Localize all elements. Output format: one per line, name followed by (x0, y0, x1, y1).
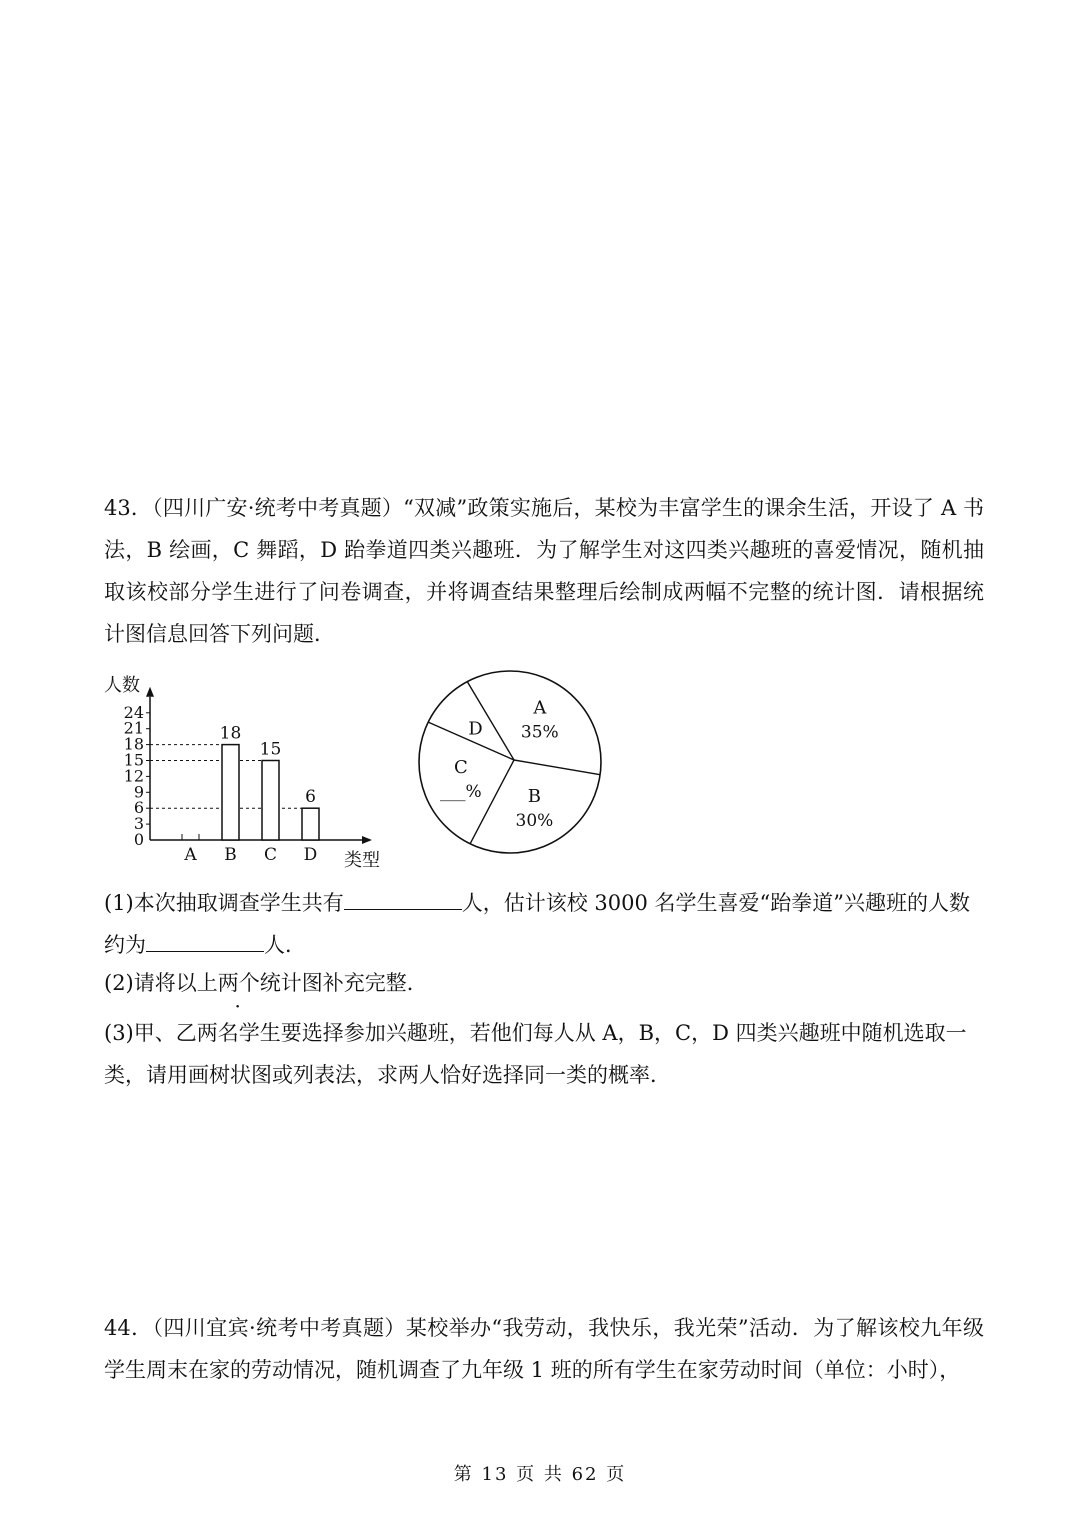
pie-slice-percent: ___% (440, 781, 482, 802)
pie-chart (410, 662, 610, 862)
sub1-part-d: 人． (264, 933, 306, 957)
y-tick-label: 18 (123, 734, 144, 754)
sub1-part-c: 约为 (104, 933, 146, 957)
x-axis-arrow (362, 836, 372, 844)
pie-slice-percent: 35% (520, 722, 559, 743)
y-axis-arrow (146, 687, 154, 697)
answer-blank-total[interactable] (344, 883, 462, 910)
sub1-part-b: 人，估计该校 3000 名学生喜爱“跆拳道”兴趣班的人数 (461, 891, 971, 915)
pie-circle (419, 671, 601, 853)
bar (262, 761, 279, 841)
y-tick-label: 21 (123, 718, 144, 738)
sub1-part-a: (1)本次抽取调查学生共有 (104, 891, 344, 915)
question-43-sub2 (104, 962, 984, 1004)
answer-blank-estimate[interactable] (146, 925, 264, 952)
sub2-part-a: (2)请将以上 (104, 971, 218, 995)
bar-value-label: 15 (259, 739, 282, 760)
question-44-text: 44．（四川宜宾·统考中考真题）某校举办“我劳动，我快乐，我光荣”活动．为了解该校九年级学生周末在家的劳动情况，随机调查了九年级 1 班的所有学生在家劳动时间（单位：小时）， (104, 1316, 984, 1382)
bar-value-label: 6 (305, 787, 316, 808)
y-tick-label: 6 (133, 798, 144, 818)
question-43-sub3: (3)甲、乙两名学生要选择参加兴趣班，若他们每人从 A，B，C，D 四类兴趣班中随机选取一类，请用画树状图或列表法，求两人恰好选择同一类的概率． (104, 1021, 967, 1087)
y-tick-label: 24 (123, 702, 144, 722)
emphasis-dotted-text: 两个 (217, 971, 260, 995)
x-axis-label: 类型 (344, 850, 380, 871)
bar-chart (100, 660, 400, 880)
x-tick-label: A (184, 845, 197, 865)
question-43-sub1 (104, 882, 984, 966)
question-43-text: 43．（四川广安·统考中考真题）“双减”政策实施后，某校为丰富学生的课余生活，开设了 A 书法，B 绘画，C 舞蹈，D 跆拳道四类兴趣班．为了解学生对这四类兴趣班的喜爱情况，随机抽取该校部分学生进行了问卷调查，并将调查结果整理后绘制成两幅不完整的统计图．请根据统计图信息回答下列问题． (104, 496, 984, 646)
y-tick-label: 15 (123, 750, 144, 770)
y-tick-label: 12 (123, 766, 144, 786)
x-tick-label: C (263, 845, 278, 865)
pie-slice-label: A (533, 697, 547, 719)
y-axis-label: 人数 (104, 674, 140, 696)
x-tick-label: B (224, 845, 237, 865)
sub2-part-b: 统计图补充完整． (259, 971, 428, 995)
page-footer: 第 13 页 共 62 页 (453, 1464, 627, 1485)
x-tick-label: D (303, 845, 318, 865)
pie-slice-label: C (453, 756, 468, 778)
y-tick-label: 0 (133, 830, 144, 849)
y-tick-label: 9 (133, 782, 144, 802)
pie-slice-percent: 30% (515, 810, 554, 831)
pie-slice-label: B (527, 785, 542, 807)
bar (302, 808, 319, 840)
y-tick-label: 3 (133, 814, 144, 834)
pie-slice-label: D (468, 718, 483, 740)
bar-value-label: 18 (219, 723, 242, 744)
bar (222, 745, 239, 840)
